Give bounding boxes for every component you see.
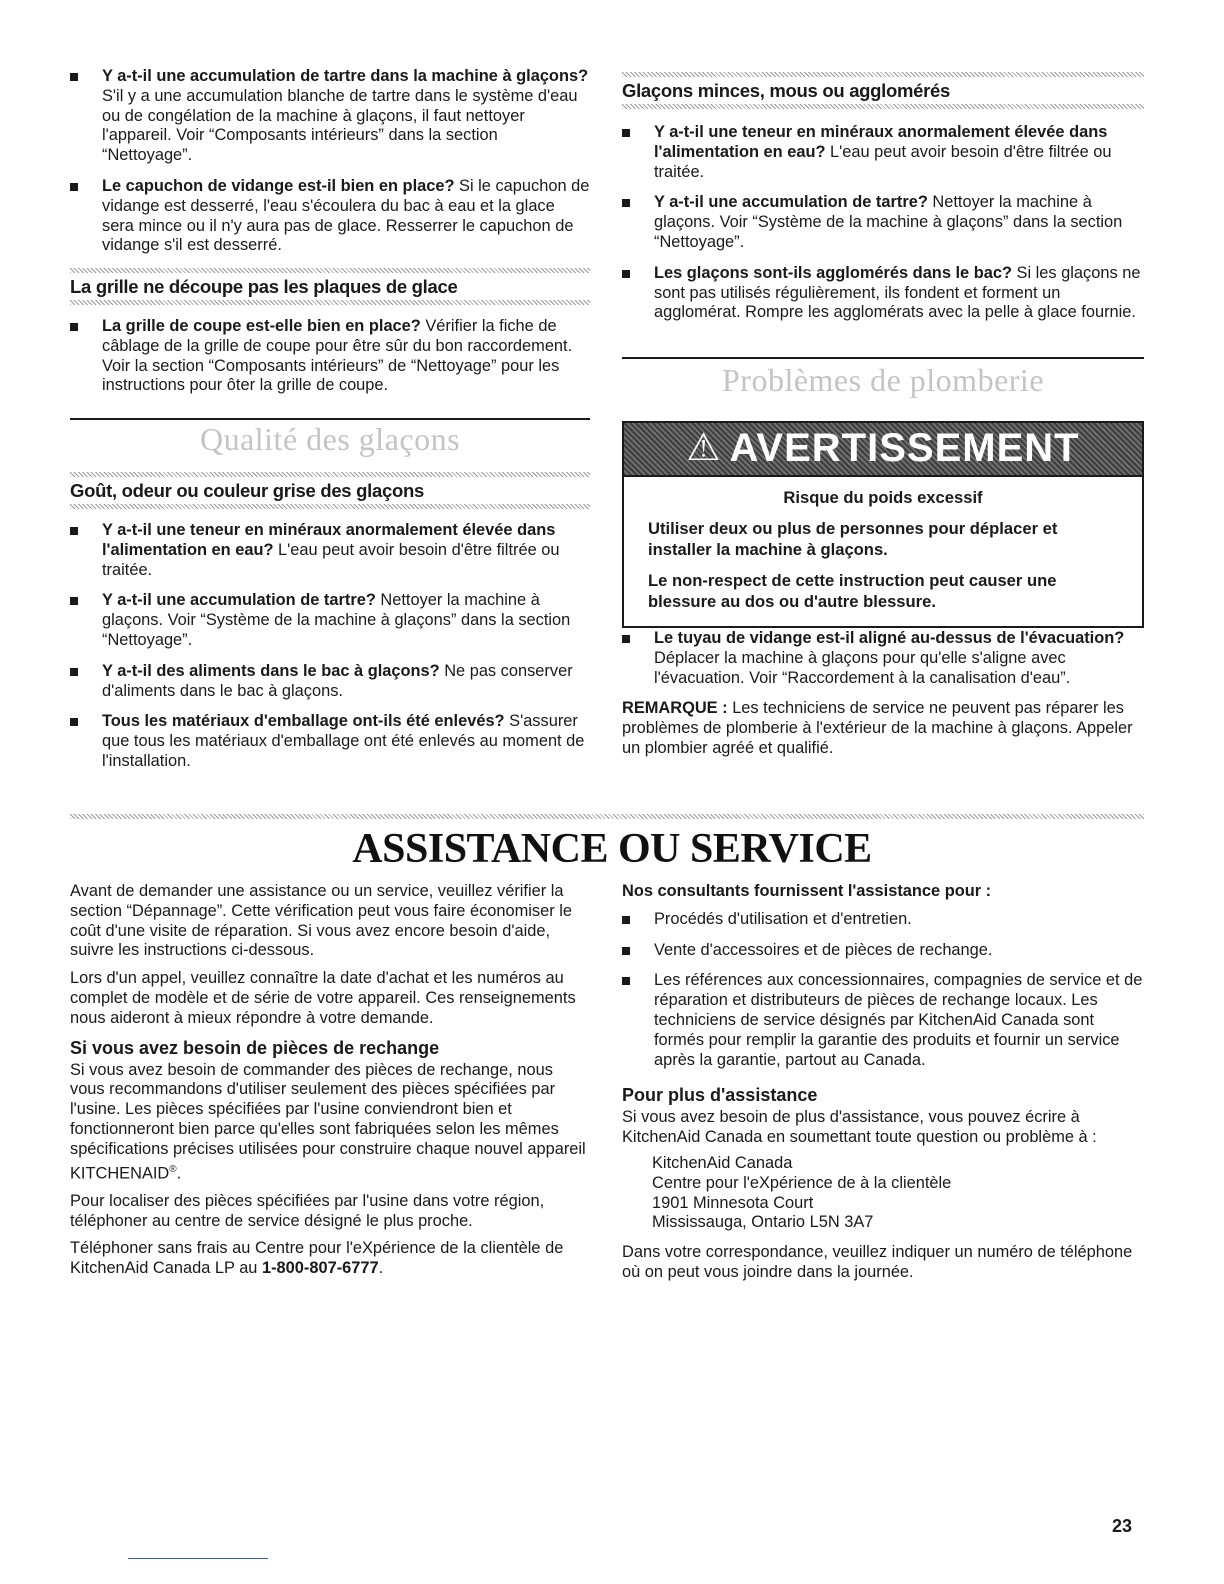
quality-section bbox=[70, 418, 590, 783]
phone-number: 1-800-807-6777 bbox=[261, 1259, 379, 1278]
warning-subtitle: Risque du poids excessif bbox=[783, 488, 983, 507]
registered-mark: ® bbox=[169, 1163, 177, 1175]
bullet-question: La grille de coupe est-elle bien en place? bbox=[102, 317, 421, 335]
bullet-item bbox=[70, 591, 590, 650]
paragraph-text: Téléphoner sans frais au Centre pour l'eXpérience de la clientèle de KitchenAid Canada LP au bbox=[70, 1239, 564, 1278]
bullet-answer: Si les glaçons ne sont pas utilisés régulièrement, ils fondent et forment un agglomérat. Rompre les agglomérats avec la pelle à glace fournie. bbox=[654, 263, 1141, 322]
section-title: Qualité des glaçons bbox=[199, 421, 461, 457]
paragraph: Dans votre correspondance, veuillez indiquer un numéro de téléphone où on peut vous joindre dans la journée. bbox=[622, 1243, 1133, 1281]
paragraph: Pour localiser des pièces spécifiées par l'usine dans votre région, téléphoner au centre de service désigné le plus proche. bbox=[70, 1191, 545, 1230]
section-rule bbox=[70, 418, 590, 420]
thin-ice-section bbox=[622, 72, 1144, 334]
subsection-heading: Nos consultants fournissent l'assistance pour : bbox=[622, 882, 992, 900]
address-line: Mississauga, Ontario L5N 3A7 bbox=[652, 1213, 874, 1232]
bullet-answer: Si le capuchon de vidange est desserré, l'eau s'écoulera du bac à eau et la glace sera mince ou il n'y aura pas de glace. Resserrer le capuchon de vidange s'il est desserré. bbox=[102, 176, 590, 255]
paragraph: Si vous avez besoin de plus d'assistance, vous pouvez écrire à KitchenAid Canada en soumettant toute question ou problème à : bbox=[622, 1108, 1097, 1147]
subsection-heading: Glaçons minces, mous ou agglomérés bbox=[622, 80, 951, 101]
bullet-question: Tous les matériaux d'emballage ont-ils été enlevés? bbox=[102, 712, 505, 731]
paragraph-text: Si vous avez besoin de commander des pièces de rechange, nous vous recommandons d'utiliser seulement des pièces spécifiées par l'usine. Les pièces spécifiées par l'usine conviendront bien et fonctionneront bien parce qu'elles sont fabriquées selon les mêmes spécifications précises utilisées pour construire chaque nouvel appareil KITCHENAID bbox=[70, 1060, 586, 1183]
bullet-question: Y a-t-il des aliments dans le bac à glaçons? bbox=[102, 661, 440, 680]
grid-section bbox=[70, 268, 590, 407]
hatch-divider bbox=[70, 268, 590, 273]
bullet-answer: Nettoyer la machine à glaçons. Voir “Système de la machine à glaçons” dans la section “Nettoyage”. bbox=[654, 193, 1123, 251]
bullet-answer: Déplacer la machine à glaçons pour qu'elle s'aligne avec l'évacuation. Voir “Raccordement à la canalisation d'eau”. bbox=[654, 648, 1071, 687]
paragraph-text: . bbox=[176, 1164, 182, 1183]
bullet-answer: Vérifier la fiche de câblage de la grille de coupe pour être sûr du bon raccordement. Voir la section “Composants intérieurs” de “Nettoyage” pour les instructions pour ôter la grille de coupe. bbox=[102, 317, 573, 395]
subsection-heading: La grille ne découpe pas les plaques de glace bbox=[70, 276, 458, 297]
warning-banner bbox=[624, 423, 1142, 477]
assistance-left bbox=[70, 882, 590, 1287]
bullet-question: Y a-t-il une teneur en minéraux anormalement élevée dans l'alimentation en eau? bbox=[102, 521, 556, 559]
bullet-question: Le capuchon de vidange est-il bien en place? bbox=[102, 176, 455, 195]
bullet-answer: Ne pas conserver d'aliments dans le bac à glaçons. bbox=[102, 661, 573, 700]
bullet-item bbox=[70, 177, 590, 256]
note-text: Les techniciens de service ne peuvent pas réparer les problèmes de plomberie à l'extérieur de la machine à glaçons. Appeler un plombier agréé et qualifié. bbox=[622, 699, 1133, 757]
bullet-question: Y a-t-il une accumulation de tartre? bbox=[102, 591, 376, 610]
hatch-divider bbox=[70, 472, 590, 477]
section-rule bbox=[622, 357, 1144, 359]
bullet-question: Le tuyau de vidange est-il aligné au-dessus de l'évacuation? bbox=[654, 629, 1125, 647]
warning-line: Utiliser deux ou plus de personnes pour déplacer et installer la machine à glaçons. bbox=[648, 519, 1058, 559]
address-line: KitchenAid Canada bbox=[652, 1153, 793, 1172]
bullet-answer: S'il y a une accumulation blanche de tartre dans le système d'eau ou de congélation de la machine à glaçons, il faut nettoyer l'appareil. Voir “Composants intérieurs” dans la section “Nettoyage”. bbox=[102, 86, 578, 165]
bullet-item bbox=[70, 662, 590, 702]
bullet-answer: L'eau peut avoir besoin d'être filtrée ou traitée. bbox=[102, 540, 560, 579]
bullet-item: Les références aux concessionnaires, compagnies de service et de réparation et distributeurs de pièces de rechange locaux. Les techniciens de service désignés par KitchenAid Canada sont formés pour remplir la garantie des produits et fournir un service après la garantie, partout au Canada. bbox=[622, 971, 1144, 1070]
warning-line: Le non-respect de cette instruction peut causer une blessure au dos ou d'autre blessure. bbox=[648, 571, 1057, 611]
warning-banner-text: AVERTISSEMENT bbox=[729, 426, 1080, 471]
subsection-heading: Pour plus d'assistance bbox=[622, 1085, 818, 1106]
warning-box bbox=[622, 421, 1144, 628]
warning-panel bbox=[622, 421, 1144, 628]
bullet-answer: S'assurer que tous les matériaux d'emballage ont été enlevés au moment de l'installation. bbox=[102, 712, 585, 770]
assistance-right bbox=[622, 882, 1144, 1283]
bullet-item bbox=[622, 123, 1144, 182]
footer-line bbox=[128, 1558, 268, 1559]
note-label: REMARQUE : bbox=[622, 699, 728, 718]
plumbing-section bbox=[622, 357, 1144, 421]
warning-body bbox=[624, 477, 1142, 626]
bullet-question: Y a-t-il une accumulation de tartre dans la machine à glaçons? bbox=[102, 67, 589, 85]
bullet-item bbox=[70, 67, 590, 166]
bullet-answer: L'eau peut avoir besoin d'être filtrée ou traitée. bbox=[654, 142, 1112, 181]
bullet-question: Y a-t-il une accumulation de tartre? bbox=[654, 193, 928, 212]
bullet-item bbox=[622, 264, 1144, 323]
subsection-heading: Goût, odeur ou couleur grise des glaçons bbox=[70, 480, 424, 501]
bullet-answer: Nettoyer la machine à glaçons. Voir “Système de la machine à glaçons” dans la section “Nettoyage”. bbox=[102, 591, 571, 649]
paragraph bbox=[70, 1061, 590, 1184]
bullet-item: Procédés d'utilisation et d'entretien. bbox=[622, 910, 1144, 930]
paragraph: Avant de demander une assistance ou un service, veuillez vérifier la section “Dépannage”. Cette vérification peut vous faire économiser le coût d'une visite de réparation. Si vous avez encore besoin d'aide, suivre les instructions ci-dessous. bbox=[70, 882, 573, 960]
bullet-item bbox=[70, 317, 590, 396]
bullet-item bbox=[622, 193, 1144, 252]
paragraph bbox=[70, 1239, 590, 1279]
bullet-item bbox=[622, 629, 1144, 688]
bullet-item: Vente d'accessoires et de pièces de rechange. bbox=[622, 941, 1144, 961]
bullet-question: Les glaçons sont-ils agglomérés dans le bac? bbox=[654, 263, 1012, 282]
mailing-address bbox=[622, 1154, 1144, 1233]
subsection-heading: Si vous avez besoin de pièces de rechange bbox=[70, 1037, 440, 1058]
hatch-divider bbox=[622, 72, 1144, 77]
warning-triangle-icon: ⚠ bbox=[686, 427, 722, 470]
paragraph: Lors d'un appel, veuillez connaître la date d'achat et les numéros au complet de modèle et de série de votre appareil. Ces renseignements nous aideront à mieux répondre à votre demande. bbox=[70, 969, 576, 1027]
page-number: 23 bbox=[1112, 1516, 1133, 1536]
note-paragraph bbox=[622, 699, 1144, 758]
address-line: 1901 Minnesota Court bbox=[652, 1193, 814, 1212]
bullet-item bbox=[70, 712, 590, 771]
bullet-item bbox=[70, 521, 590, 580]
drain-section bbox=[622, 629, 1144, 759]
page-title: ASSISTANCE OU SERVICE bbox=[352, 826, 872, 872]
hatch-divider bbox=[70, 814, 1144, 819]
bullet-question: Y a-t-il une teneur en minéraux anormalement élevée dans l'alimentation en eau? bbox=[654, 123, 1108, 161]
address-line: Centre pour l'eXpérience de à la clientèle bbox=[652, 1173, 952, 1192]
section-title: Problèmes de plomberie bbox=[721, 362, 1045, 398]
paragraph-text: . bbox=[378, 1259, 384, 1278]
left-column-top bbox=[70, 67, 590, 267]
